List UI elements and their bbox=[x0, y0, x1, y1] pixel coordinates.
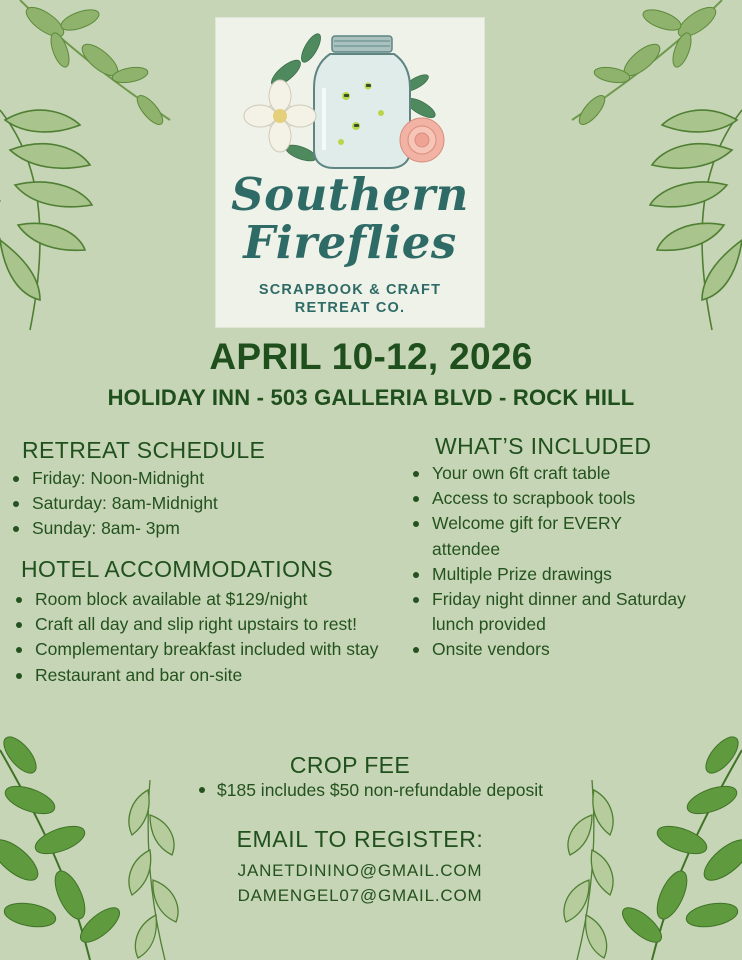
mason-jar-icon bbox=[314, 36, 410, 168]
list-item: Multiple Prize drawings bbox=[410, 562, 690, 587]
mason-jar-illustration bbox=[216, 18, 484, 178]
logo-tagline-line1: SCRAPBOOK & CRAFT bbox=[258, 282, 442, 298]
list-item: Access to scrapbook tools bbox=[410, 486, 690, 511]
white-flower-icon bbox=[244, 80, 316, 152]
list-item: Onsite vendors bbox=[410, 637, 690, 662]
email-link-damengel[interactable]: DAMENGEL07@GMAIL.COM bbox=[237, 886, 483, 905]
list-item: Restaurant and bar on-site bbox=[13, 663, 381, 688]
hotel-list bbox=[13, 587, 381, 688]
schedule-list bbox=[10, 466, 350, 542]
logo-tagline-line2: RETREAT CO. bbox=[294, 300, 406, 316]
event-date: APRIL 10-12, 2026 bbox=[209, 336, 533, 377]
included-list bbox=[410, 461, 690, 663]
leaf-branch-top-left-icon bbox=[0, 0, 190, 360]
list-item: Sunday: 8am- 3pm bbox=[10, 516, 350, 541]
list-item: Your own 6ft craft table bbox=[410, 461, 690, 486]
list-item: Friday night dinner and Saturday lunch provided bbox=[410, 587, 690, 637]
list-item: Friday: Noon-Midnight bbox=[10, 466, 350, 491]
list-item: Room block available at $129/night bbox=[13, 587, 381, 612]
list-item: $185 includes $50 non-refundable deposit bbox=[199, 778, 543, 802]
list-item: Saturday: 8am-Midnight bbox=[10, 491, 350, 516]
register-title: EMAIL TO REGISTER: bbox=[236, 826, 484, 852]
logo-card bbox=[216, 18, 484, 327]
crop-fee-list bbox=[0, 778, 742, 802]
included-title: WHAT’S INCLUDED bbox=[435, 433, 652, 459]
schedule-title: RETREAT SCHEDULE bbox=[22, 437, 266, 463]
hotel-title: HOTEL ACCOMMODATIONS bbox=[21, 556, 334, 582]
logo-wordmark-line2: Fireflies bbox=[243, 216, 457, 269]
leaf-branch-top-right-icon bbox=[552, 0, 742, 360]
email-link-janet[interactable]: JANETDININO@GMAIL.COM bbox=[237, 861, 483, 880]
crop-fee-title: CROP FEE bbox=[289, 752, 411, 778]
list-item: Complementary breakfast included with stay bbox=[13, 637, 381, 662]
logo-wordmark-line1: Southern bbox=[231, 168, 469, 221]
pink-rose-icon bbox=[400, 118, 444, 162]
list-item: Welcome gift for EVERY attendee bbox=[410, 511, 690, 561]
list-item: Craft all day and slip right upstairs to rest! bbox=[13, 612, 381, 637]
event-venue: HOLIDAY INN - 503 GALLERIA BLVD - ROCK HILL bbox=[107, 385, 635, 410]
